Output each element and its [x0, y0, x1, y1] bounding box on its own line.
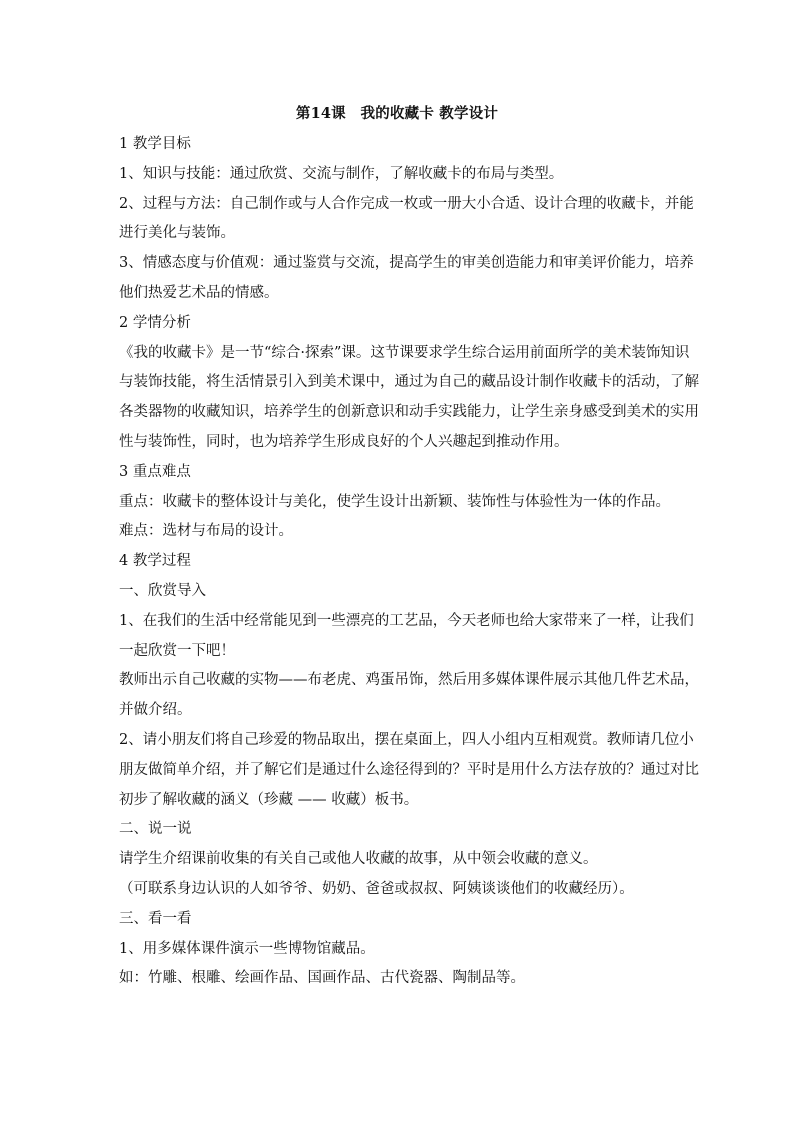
body-line: 1、知识与技能：通过欣赏、交流与制作，了解收藏卡的布局与类型。 [119, 165, 564, 182]
body-line: 3 重点难点 [119, 463, 191, 480]
body-line: 并做介绍。 [119, 702, 192, 719]
document-title: 第14课 我的收藏卡 教学设计 [295, 105, 499, 122]
body-line: 2、过程与方法：自己制作或与人合作完成一枚或一册大小合适、设计合理的收藏卡，并能 [119, 195, 694, 212]
body-line: 1 教学目标 [119, 136, 191, 152]
body-line: （可联系身边认识的人如爷爷、奶奶、爸爸或叔叔、阿姨谈谈他们的收藏经历）。 [119, 880, 634, 897]
body-line: 一起欣赏一下吧！ [119, 642, 235, 659]
body-line: 朋友做简单介绍，并了解它们是通过什么途径得到的？平时是用什么方法存放的？通过对比 [119, 761, 699, 778]
body-line: 3、情感态度与价值观：通过鉴赏与交流，提高学生的审美创造能力和审美评价能力，培养 [119, 255, 694, 272]
body-line: 1、在我们的生活中经常能见到一些漂亮的工艺品，今天老师也给大家带来了一样，让我们 [119, 612, 694, 629]
body-line: 重点：收藏卡的整体设计与美化，使学生设计出新颖、装饰性与体验性为一体的作品。 [119, 493, 670, 510]
body-line: 2 学情分析 [119, 314, 191, 331]
document-body [119, 130, 699, 994]
body-line: 初步了解收藏的涵义（珍藏 —— 收藏）板书。 [119, 791, 419, 808]
body-line: 各类器物的收藏知识，培养学生的创新意识和动手实践能力，让学生亲身感受到美术的实用 [119, 404, 699, 421]
body-line: 1、用多媒体课件演示一些博物馆藏品。 [119, 940, 375, 957]
body-line: 性与装饰性，同时，也为培养学生形成良好的个人兴趣起到推动作用。 [119, 433, 569, 450]
body-line: 如：竹雕、根雕、绘画作品、国画作品、古代瓷器、陶制品等。 [119, 970, 525, 987]
body-line: 《我的收藏卡》是一节“综合·探索”课。这节课要求学生综合运用前面所学的美术装饰知识 [119, 344, 690, 361]
body-line: 难点：选材与布局的设计。 [119, 523, 293, 540]
body-line: 2、请小朋友们将自己珍爱的物品取出，摆在桌面上，四人小组内互相观赏。教师请几位小 [119, 731, 694, 748]
body-line: 请学生介绍课前收集的有关自己或他人收藏的故事，从中领会收藏的意义。 [119, 851, 598, 868]
body-line: 三、看一看 [119, 910, 192, 927]
body-line: 与装饰技能，将生活情景引入到美术课中，通过为自己的藏品设计制作收藏卡的活动，了解 [119, 374, 699, 391]
body-line: 进行美化与装饰。 [119, 225, 235, 242]
body-line: 二、说一说 [119, 821, 192, 838]
body-line: 教师出示自己收藏的实物——布老虎、鸡蛋吊饰，然后用多媒体课件展示其他几件艺术品， [119, 672, 699, 689]
body-line: 4 教学过程 [119, 553, 191, 570]
body-line: 一、欣赏导入 [119, 582, 206, 599]
body-line: 他们热爱艺术品的情感。 [119, 284, 279, 301]
